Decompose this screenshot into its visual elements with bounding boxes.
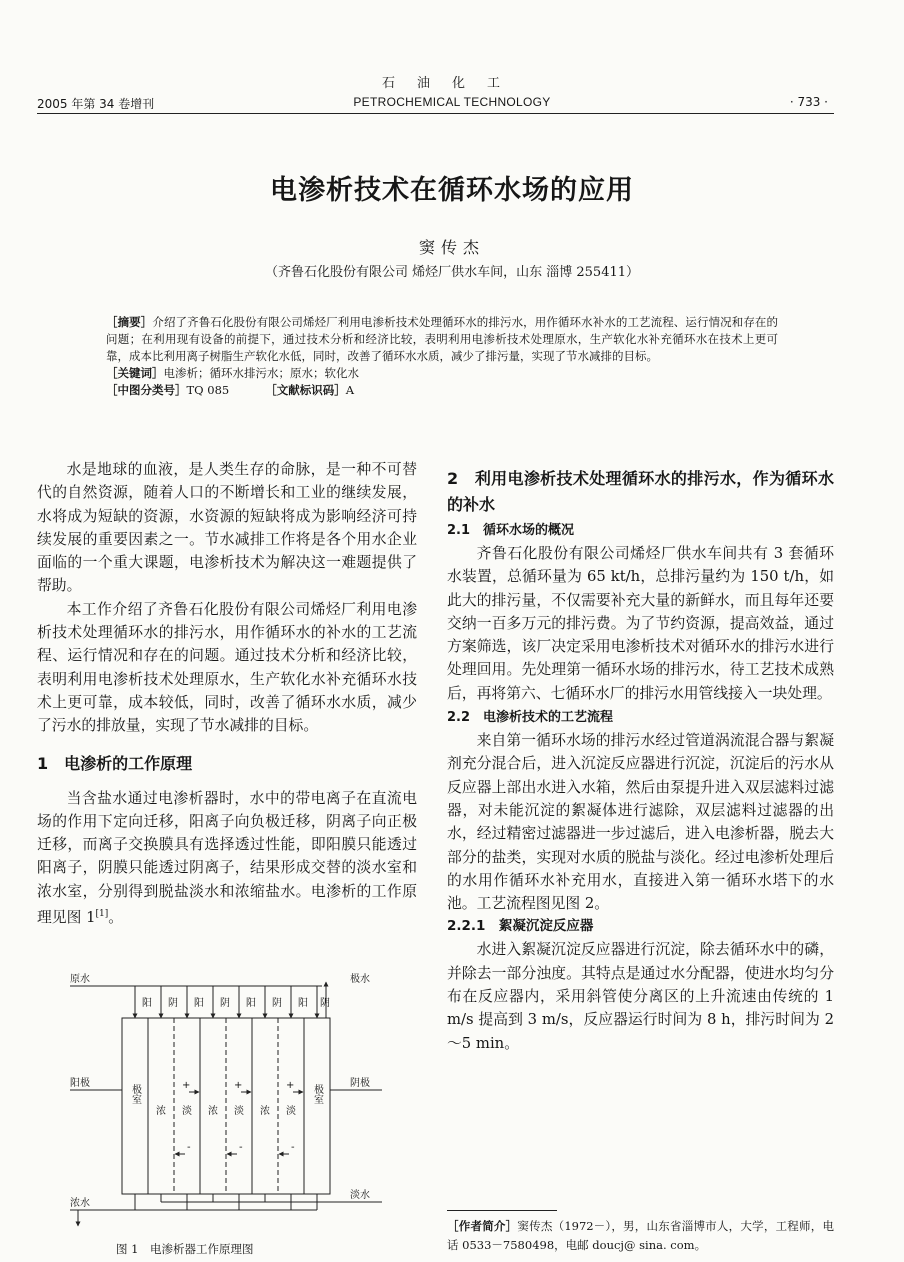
membrane-label: 阳 xyxy=(298,998,308,1009)
chamber-label: 浓 xyxy=(156,1106,166,1117)
footnote-label: ［作者简介］ xyxy=(447,1219,518,1233)
paragraph: 来自第一循环水场的排污水经过管道涡流混合器与絮凝剂充分混合后，进入沉淀反应器进行沉淀，沉淀后的污水从反应器上部出水进入水箱，然后由泵提升进入双层滤料过滤器，对未能沉淀的絮凝体进行滤除，双层滤料过滤器的出水，经过精密过滤器进一步过滤后，进入电渗析器，脱去大部分的盐类，实现对水质的脱盐与淡化。经过电渗析处理后的水用作循环水补充用水，直接进入第一循环水塔下的水池。工艺流程图见图 2。 xyxy=(447,732,834,913)
footnote-rule xyxy=(447,1210,557,1211)
cathode-room-label: 极室 xyxy=(311,1084,323,1104)
paragraph xyxy=(37,787,417,930)
chamber-label: 淡 xyxy=(286,1106,296,1117)
doc-code: A xyxy=(345,383,355,397)
page-number: · 733 · xyxy=(789,95,828,109)
anode-label: 阳极 xyxy=(70,1078,90,1089)
paragraph: 齐鲁石化股份有限公司烯烃厂供水车间共有 3 套循环水装置，总循环量为 65 kt/h，总排污量约为 150 t/h，如此大的排污量，不仅需要补充大量的新鲜水，而且每年还要交纳一百多万元的排污费。为了节约资源，提高效益，通过方案筛选，该厂决定采用电渗析技术对循环水的排污水进行处理回用。先处理第一循环水场的排污水，待工艺技术成熟后，再将第六、七循环水厂的排污水用管线接入一块处理。 xyxy=(447,545,834,702)
membrane-label: 阴 xyxy=(272,998,282,1009)
anion-sign: - xyxy=(187,1142,191,1153)
paragraph-end: 。 xyxy=(108,908,124,926)
membrane-label: 阳 xyxy=(246,998,256,1009)
dilute-label: 淡水 xyxy=(350,1190,370,1201)
journal-name-cn: 石油化工 xyxy=(381,76,522,91)
membrane-label: 阳 xyxy=(194,998,204,1009)
doc-code-label: ［文献标识码］ xyxy=(265,383,346,397)
section-1-heading: 1 电渗析的工作原理 xyxy=(37,753,193,773)
abstract-label: ［摘要］ xyxy=(106,315,153,329)
classification xyxy=(106,382,778,399)
chamber-label: 浓 xyxy=(208,1106,218,1117)
journal-name-en: PETROCHEMICAL TECHNOLOGY xyxy=(353,95,551,109)
clc-code: TQ 085 xyxy=(186,383,230,397)
abstract-text: 介绍了齐鲁石化股份有限公司烯烃厂利用电渗析技术处理循环水的排污水，用作循环水补水的工艺流程、运行情况和存在的问题；在利用现有设备的前提下，通过技术分析和经济比较，表明利用电渗析技术处理原水，生产软化水补充循环水在技术上更可靠，成本比利用离子树脂生产软化水低，同时，改善了循环水水质，减少了排污量，实现了节水减排的目标。 xyxy=(106,315,779,363)
cation-sign: + xyxy=(286,1080,295,1091)
article-title: 电渗析技术在循环水场的应用 xyxy=(270,175,634,206)
author-name: 窦传杰 xyxy=(418,238,485,257)
author-affiliation: （齐鲁石化股份有限公司 烯烃厂供水车间，山东 淄博 255411） xyxy=(264,265,640,280)
paragraph-text: 当含盐水通过电渗析器时，水中的带电离子在直流电场的作用下定向迁移，阳离子向负极迁移，阴离子向正极迁移，而离子交换膜具有选择透过性能，即阳膜只能透过阳离子，阴膜只能透过阴离子，结果形成交替的淡水室和浓水室，分别得到脱盐淡水和浓缩盐水。电渗析的工作原理见图 1 xyxy=(37,789,417,926)
concentrate-label: 浓水 xyxy=(70,1198,90,1209)
anode-room-label: 极室 xyxy=(129,1084,141,1104)
anion-sign: - xyxy=(291,1142,295,1153)
journal-issue: 2005 年第 34 卷增刊 xyxy=(37,97,155,111)
keywords xyxy=(106,365,778,382)
chamber-label: 浓 xyxy=(260,1106,270,1117)
electrode-water-label: 极水 xyxy=(350,974,370,985)
body-left-column xyxy=(37,458,417,929)
cathode-label: 阴极 xyxy=(350,1078,370,1089)
membrane-label: 阴 xyxy=(220,998,230,1009)
subsection-2-2-1-heading: 2.2.1 絮凝沉淀反应器 xyxy=(447,918,594,935)
keywords-text: 电渗析；循环水排污水；原水；软化水 xyxy=(163,366,359,380)
chamber-label: 淡 xyxy=(234,1106,244,1117)
subsection-2-2-heading: 2.2 电渗析技术的工艺流程 xyxy=(447,710,614,726)
footnote-text: 窦传杰（1972－），男，山东省淄博市人，大学，工程师，电话 0533－7580498，电邮 doucj@ sina. com。 xyxy=(447,1219,835,1252)
citation-ref: [1] xyxy=(95,909,109,920)
paragraph: 本工作介绍了齐鲁石化股份有限公司烯烃厂利用电渗析技术处理循环水的排污水，用作循环水的补水的工艺流程、运行情况和存在的问题。通过技术分析和经济比较，表明利用电渗析技术处理原水，生产软化水补充循环水技术上更可靠，成本较低，同时，改善了循环水水质，减少了污水的排放量，实现了节水减排的目标。 xyxy=(37,600,417,735)
cation-sign: + xyxy=(182,1080,191,1091)
abstract xyxy=(106,314,778,365)
keywords-label: ［关键词］ xyxy=(106,366,164,380)
figure-1-diagram xyxy=(60,970,390,1235)
membrane-label: 阴 xyxy=(168,998,178,1009)
anion-sign: - xyxy=(239,1142,243,1153)
raw-water-label: 原水 xyxy=(70,974,90,985)
clc-label: ［中图分类号］ xyxy=(106,383,187,397)
subsection-2-1-heading: 2.1 循环水场的概况 xyxy=(447,523,575,538)
abstract-block xyxy=(106,314,778,399)
chamber-label: 淡 xyxy=(182,1106,192,1117)
figure-1-caption: 图 1 电渗析器工作原理图 xyxy=(116,1242,254,1256)
paragraph: 水是地球的血液，是人类生存的命脉，是一种不可替代的自然资源，随着人口的不断增长和工业的继续发展，水将成为短缺的资源，水资源的短缺将成为影响经济可持续发展的重要因素之一。节水减排工作将是各个用水企业面临的一个重大课题，电渗析技术为解决这一难题提供了帮助。 xyxy=(37,461,417,595)
body-right-column xyxy=(447,466,834,1055)
author-footnote xyxy=(447,1217,834,1255)
paragraph: 水进入絮凝沉淀反应器进行沉淀，除去循环水中的磷，并除去一部分浊度。其特点是通过水分配器，使进水均匀分布在反应器内，采用斜管使分离区的上升流速由传统的 1 m/s 提高到 3 m/s，反应器运行时间为 8 h，排污时间为 2～5 min。 xyxy=(447,941,834,1052)
membrane-label: 阳 xyxy=(142,998,152,1009)
section-2-heading: 2 利用电渗析技术处理循环水的排污水，作为循环水的补水 xyxy=(447,469,834,514)
header-rule xyxy=(37,113,834,114)
cation-sign: + xyxy=(234,1080,243,1091)
membrane-label: 阴 xyxy=(320,998,330,1009)
